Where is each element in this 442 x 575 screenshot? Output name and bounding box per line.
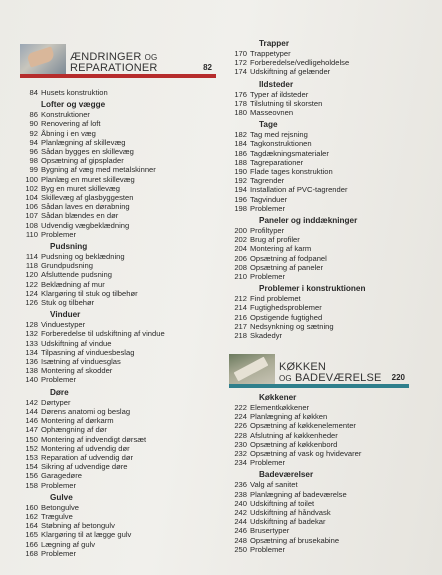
toc-section-heading: Paneler og inddækninger [259,216,358,226]
toc-entry[interactable] [229,536,429,545]
toc-entry-title: Montering af karm [250,244,312,254]
toc-page-number: 152 [25,443,38,453]
toc-page-number: 136 [25,357,38,367]
toc-entry-title: Afslutning af køkkenheder [250,430,338,440]
toc-entry[interactable] [20,407,220,416]
toc-entry[interactable] [20,329,220,338]
toc-entry-title: Tilpasning af vinduesbeslag [41,347,135,357]
toc-page-number: 182 [234,130,247,140]
toc-entry-title: Ophængning af dør [41,425,107,435]
toc-entry[interactable] [229,403,429,412]
toc-entry-title: Husets konstruktion [41,88,108,97]
toc-entry-title: Afsluttende pudsning [41,270,112,280]
toc-entry-title: Problemer [250,203,286,213]
toc-entry[interactable] [229,185,429,194]
toc-entry[interactable] [20,444,220,453]
chapter-color-bar [229,384,409,388]
toc-entry[interactable] [20,289,220,298]
toc-entry-title: Planlægning af køkken [250,412,328,422]
toc-page-number: 210 [234,272,247,282]
toc-entry-title: Stuk og tilbehør [41,298,95,308]
toc-entry-title: Problemer [41,375,77,385]
toc-entry[interactable] [229,139,429,148]
toc-entry[interactable] [20,211,220,220]
toc-entry-title: Sikring af udvendige døre [41,462,128,472]
toc-entry[interactable] [20,348,220,357]
toc-page-number: 204 [234,244,247,254]
toc-entry-title: Find problemet [250,294,301,304]
toc-page-number: 108 [25,220,38,230]
toc-entry-title: Forberedelse til udskiftning af vindue [41,329,165,339]
toc-entry[interactable] [20,138,220,147]
toc-entry-title: Sådan blændes en dør [41,211,119,221]
toc-page-number: 170 [234,49,247,58]
toc-entry[interactable] [229,440,429,449]
toc-entry[interactable] [20,221,220,230]
toc-entry-title: Lægning af gulv [41,539,96,549]
toc-section-heading: Trapper [259,39,290,48]
toc-entry[interactable] [229,322,429,331]
toc-page-number: 110 [25,229,38,239]
toc-page-number: 118 [25,261,38,271]
toc-entry[interactable] [20,193,220,202]
toc-entry-title: Montering af dørkarm [41,416,114,426]
toc-page-number: 216 [234,312,247,322]
toc-entry[interactable] [20,147,220,156]
toc-page-number: 214 [234,303,247,313]
toc-entry[interactable] [20,110,220,119]
toc-page-number: 178 [234,98,247,108]
toc-page-number: 128 [25,320,38,330]
toc-entry[interactable] [229,49,429,58]
toc-entry[interactable] [229,195,429,204]
toc-entry[interactable] [229,517,429,526]
toc-page-number: 234 [234,458,247,468]
toc-page-number: 222 [234,403,247,412]
toc-entry-title: Isætning af vinduesglas [41,357,121,367]
toc-entry-title: Tagrender [250,176,285,186]
chapter-title-a: KØKKEN [279,361,327,373]
toc-entry[interactable] [229,421,429,430]
chapter-title-og: OG [144,53,158,62]
toc-entry-title: Montering af udvendig dør [41,443,130,453]
toc-entry-title: Trægulve [41,511,73,521]
toc-entry[interactable] [20,530,220,539]
toc-entry[interactable] [229,331,429,340]
toc-page-number: 102 [25,183,38,193]
toc-entry[interactable] [229,176,429,185]
toc-page-number: 200 [234,226,247,236]
toc-page-number: 166 [25,539,38,549]
toc-entry[interactable] [229,458,429,467]
toc-entry-title: Opstigende fugtighed [250,312,323,322]
chapter-page-number: 82 [203,63,212,72]
toc-entry-title: Klargøring til stuk og tilbehør [41,288,138,298]
toc-entry[interactable] [20,129,220,138]
toc-entry[interactable] [229,235,429,244]
toc-entry-title: Planlægning af skillevæg [41,137,126,147]
toc-page-number: 160 [25,502,38,512]
toc-page-number: 114 [25,252,38,262]
toc-entry-title: Åbning i en væg [41,128,96,138]
toc-page-number: 138 [25,366,38,376]
toc-page-number: 124 [25,288,38,298]
toc-entry[interactable] [229,272,429,281]
toc-entry-title: Flade tages konstruktion [250,167,333,177]
toc-entry[interactable] [20,549,220,558]
toc-page-number: 134 [25,347,38,357]
toc-entry-title: Opsætning af fodpanel [250,253,327,263]
toc-entry[interactable] [229,158,429,167]
toc-entry[interactable] [20,357,220,366]
toc-entry[interactable] [20,339,220,348]
chapter-color-bar [20,74,216,78]
toc-entry-title: Renovering af loft [41,119,101,129]
toc-page-number: 150 [25,434,38,444]
toc-entry-title: Udskiftning af gelænder [250,67,331,77]
toc-entry-title: Forberedelse/vedligeholdelse [250,58,350,68]
toc-page-number: 174 [234,67,247,77]
toc-page-number: 208 [234,262,247,272]
toc-page-number: 202 [234,235,247,245]
toc-entry-title: Problemer [250,458,286,468]
toc-entry-title: Elementkøkkener [250,403,310,412]
chapter-title-b: REPARATIONER [70,62,158,74]
toc-entry-title: Skadedyr [250,331,283,341]
toc-page-number: 198 [234,203,247,213]
toc-entry[interactable] [20,435,220,444]
toc-entry[interactable] [20,156,220,165]
toc-page-number: 146 [25,416,38,426]
toc-entry[interactable] [229,58,429,67]
toc-page-number: 98 [29,156,38,166]
toc-entry[interactable] [229,294,429,303]
toc-page-number: 226 [234,421,247,431]
toc-entry[interactable] [20,184,220,193]
toc-entry-title: Brusertyper [250,526,290,536]
toc-entry[interactable] [20,425,220,434]
toc-entry[interactable] [229,99,429,108]
toc-page-number: 250 [234,544,247,554]
toc-entry[interactable] [229,108,429,117]
toc-page-number: 147 [25,425,38,435]
toc-entry-title: Opsætning af gipsplader [41,156,124,166]
toc-page-number: 224 [234,412,247,422]
toc-entry-title: Skillevæg af glasbyggesten [41,193,134,203]
toc-page-number: 84 [29,88,38,97]
toc-entry[interactable] [229,526,429,535]
toc-entry-title: Sådan bygges en skillevæg [41,147,134,157]
toc-page-number: 230 [234,439,247,449]
toc-entry[interactable] [229,303,429,312]
toc-page-number: 232 [234,449,247,459]
toc-entry-title: Byg en muret skillevæg [41,183,120,193]
right-toc-list-b [229,390,429,554]
toc-entry[interactable] [20,252,220,261]
toc-entry[interactable] [229,204,429,213]
toc-page-number: 184 [234,139,247,149]
toc-section-heading: Badeværelser [259,470,314,480]
toc-entry-title: Dørtyper [41,397,71,407]
toc-page-number: 212 [234,294,247,304]
toc-entry-title: Udvendig vægbeklædning [41,220,130,230]
toc-section-heading: Ildsteder [259,79,294,89]
toc-page-number: 144 [25,406,38,416]
toc-page-number: 156 [25,471,38,481]
toc-entry-title: Problemer [250,272,286,282]
toc-entry-title: Klargøring til at lægge gulv [41,530,132,540]
toc-entry[interactable] [229,545,429,554]
toc-entry-title: Opsætning af vask og hvidevarer [250,449,362,459]
toc-entry-title: Problemer [41,229,77,239]
toc-entry[interactable] [229,490,429,499]
toc-page-number: 188 [234,157,247,167]
toc-entry[interactable] [229,167,429,176]
toc-page-number: 165 [25,530,38,540]
toc-section-heading: Tage [259,120,278,130]
toc-entry[interactable] [20,175,220,184]
toc-entry-title: Beklædning af mur [41,279,105,289]
toc-entry-title: Problemer [41,548,77,558]
toc-entry[interactable] [229,449,429,458]
toc-entry-title: Opsætning af brusekabine [250,535,340,545]
toc-entry[interactable] [20,366,220,375]
toc-page-number: 164 [25,521,38,531]
toc-page-number: 176 [234,89,247,99]
toc-page-number: 86 [29,110,38,120]
toc-entry-title: Trappetyper [250,49,291,58]
toc-entry[interactable] [229,67,429,76]
toc-entry[interactable] [229,254,429,263]
toc-page-number: 190 [234,167,247,177]
toc-entry[interactable] [229,508,429,517]
chapter-header-aendringer [20,40,216,74]
chapter-title-b: BADEVÆRELSE [294,372,382,384]
toc-page-number: 142 [25,397,38,407]
toc-entry[interactable] [20,298,220,307]
toc-page-number: 94 [29,137,38,147]
toc-entry[interactable] [20,471,220,480]
right-toc-list-a [229,36,429,340]
chapter-thumbnail-image [229,354,275,384]
toc-entry-title: Problemer [250,544,286,554]
toc-page-number: 158 [25,480,38,490]
toc-page-number: 196 [234,194,247,204]
toc-entry-title: Bygning af væg med metalskinner [41,165,156,175]
toc-entry-title: Tilslutning til skorsten [250,98,323,108]
toc-entry-title: Udskiftning af håndvask [250,508,331,518]
toc-section-heading: Døre [50,387,69,397]
toc-section-heading: Lofter og vægge [41,100,106,110]
toc-page-number: 238 [234,489,247,499]
chapter-thumbnail-image [20,44,66,74]
toc-entry[interactable] [20,165,220,174]
toc-entry[interactable] [20,398,220,407]
toc-entry-title: Montering af skodder [41,366,113,376]
toc-entry-title: Tagvinduer [250,194,288,204]
toc-entry[interactable] [20,230,220,239]
toc-page-number: 168 [25,548,38,558]
toc-entry-title: Typer af ildsteder [250,89,309,99]
toc-page-number: 186 [234,148,247,158]
toc-entry[interactable] [229,412,429,421]
toc-page-number: 236 [234,480,247,490]
toc-page-number: 90 [29,119,38,129]
toc-entry[interactable] [20,261,220,270]
toc-page-number: 192 [234,176,247,186]
toc-entry-title: Tagkonstruktionen [250,139,312,149]
toc-entry[interactable] [20,453,220,462]
toc-entry-title: Udskiftning af vindue [41,338,112,348]
toc-entry-title: Planlægning af badeværelse [250,489,347,499]
toc-entry[interactable] [20,416,220,425]
toc-page-number: 153 [25,452,38,462]
toc-entry[interactable] [229,226,429,235]
toc-entry-title: Brug af profiler [250,235,300,245]
toc-page-number: 92 [29,128,38,138]
toc-page-number: 132 [25,329,38,339]
toc-page-number: 99 [29,165,38,175]
toc-entry[interactable] [229,130,429,139]
toc-entry[interactable] [20,280,220,289]
toc-entry[interactable] [229,431,429,440]
toc-entry-title: Sådan laves en dørabning [41,202,130,212]
toc-entry-title: Montering af indvendigt dørsæt [41,434,147,444]
toc-section-heading: Vinduer [50,310,81,320]
toc-entry-title: Betongulve [41,502,79,512]
toc-page-number: 228 [234,430,247,440]
toc-entry-title: Problemer [41,480,77,490]
chapter-page-number: 220 [391,373,405,382]
toc-entry-title: Opsætning af køkkenelementer [250,421,356,431]
left-toc-list [20,88,220,558]
toc-entry[interactable] [20,88,220,97]
toc-entry-title: Opsætning af køkkenbord [250,439,338,449]
toc-entry[interactable] [20,202,220,211]
toc-entry[interactable] [229,313,429,322]
toc-entry-title: Vinduestyper [41,320,86,330]
toc-entry[interactable] [20,540,220,549]
toc-page-number: 194 [234,185,247,195]
toc-entry[interactable] [229,480,429,489]
toc-page-number: 162 [25,511,38,521]
toc-entry-title: Valg af sanitet [250,480,298,490]
toc-entry[interactable] [20,119,220,128]
toc-page-number: 206 [234,253,247,263]
toc-page-number: 218 [234,331,247,341]
toc-entry-title: Dørens anatomi og beslag [41,406,131,416]
toc-page-number: 126 [25,298,38,308]
toc-page-number: 96 [29,147,38,157]
toc-page-number: 154 [25,462,38,472]
toc-section-heading: Gulve [50,492,73,502]
toc-entry-title: Planlæg en muret skillevæg [41,174,135,184]
chapter-header-kokken [229,350,409,384]
toc-page-number: 107 [25,211,38,221]
toc-page-number: 140 [25,375,38,385]
toc-page-number: 172 [234,58,247,68]
toc-page-number: 244 [234,517,247,527]
toc-entry[interactable] [20,521,220,530]
toc-entry-title: Pudsning og beklædning [41,252,125,262]
toc-entry[interactable] [229,263,429,272]
toc-entry[interactable] [229,499,429,508]
toc-page-number: 106 [25,202,38,212]
toc-page-number: 120 [25,270,38,280]
toc-entry[interactable] [20,270,220,279]
toc-page-number: 246 [234,526,247,536]
toc-section-heading: Pudsning [50,242,88,252]
toc-page-number: 217 [234,321,247,331]
toc-entry[interactable] [20,462,220,471]
toc-entry[interactable] [229,244,429,253]
toc-entry-title: Masseovnen [250,108,294,118]
toc-entry-title: Udskiftning af badekar [250,517,326,527]
toc-entry[interactable] [20,320,220,329]
toc-entry-title: Tagdækningsmaterialer [250,148,329,158]
toc-entry-title: Fugtighedsproblemer [250,303,322,313]
toc-entry-title: Garagedøre [41,471,82,481]
toc-page-number: 100 [25,174,38,184]
toc-page-number: 133 [25,338,38,348]
chapter-title-a: ÆNDRINGER [70,51,142,63]
toc-page-number: 240 [234,498,247,508]
toc-entry[interactable] [20,512,220,521]
toc-entry-title: Tag med rejsning [250,130,308,140]
toc-entry-title: Udskiftning af toilet [250,498,315,508]
toc-entry[interactable] [20,503,220,512]
toc-entry-title: Konstruktioner [41,110,90,120]
toc-entry-title: Nedsynkning og sætning [250,321,334,331]
toc-entry[interactable] [20,481,220,490]
toc-entry-title: Grundpudsning [41,261,93,271]
toc-entry-title: Profiltyper [250,226,285,236]
toc-section-heading: Køkkener [259,393,297,402]
toc-entry-title: Reparation af udvendig dør [41,452,134,462]
toc-page-number: 248 [234,535,247,545]
toc-entry[interactable] [229,90,429,99]
chapter-title-og: OG [279,374,292,383]
toc-entry-title: Tagreparationer [250,157,304,167]
toc-page-number: 104 [25,193,38,203]
toc-page-number: 122 [25,279,38,289]
toc-entry-title: Opsætning af paneler [250,262,324,272]
toc-entry[interactable] [20,375,220,384]
toc-entry[interactable] [229,149,429,158]
toc-entry-title: Støbning af betongulv [41,521,115,531]
toc-page-number: 180 [234,108,247,118]
toc-page-number: 242 [234,508,247,518]
toc-section-heading: Problemer i konstruktionen [259,284,366,294]
toc-entry-title: Installation af PVC-tagrender [250,185,348,195]
